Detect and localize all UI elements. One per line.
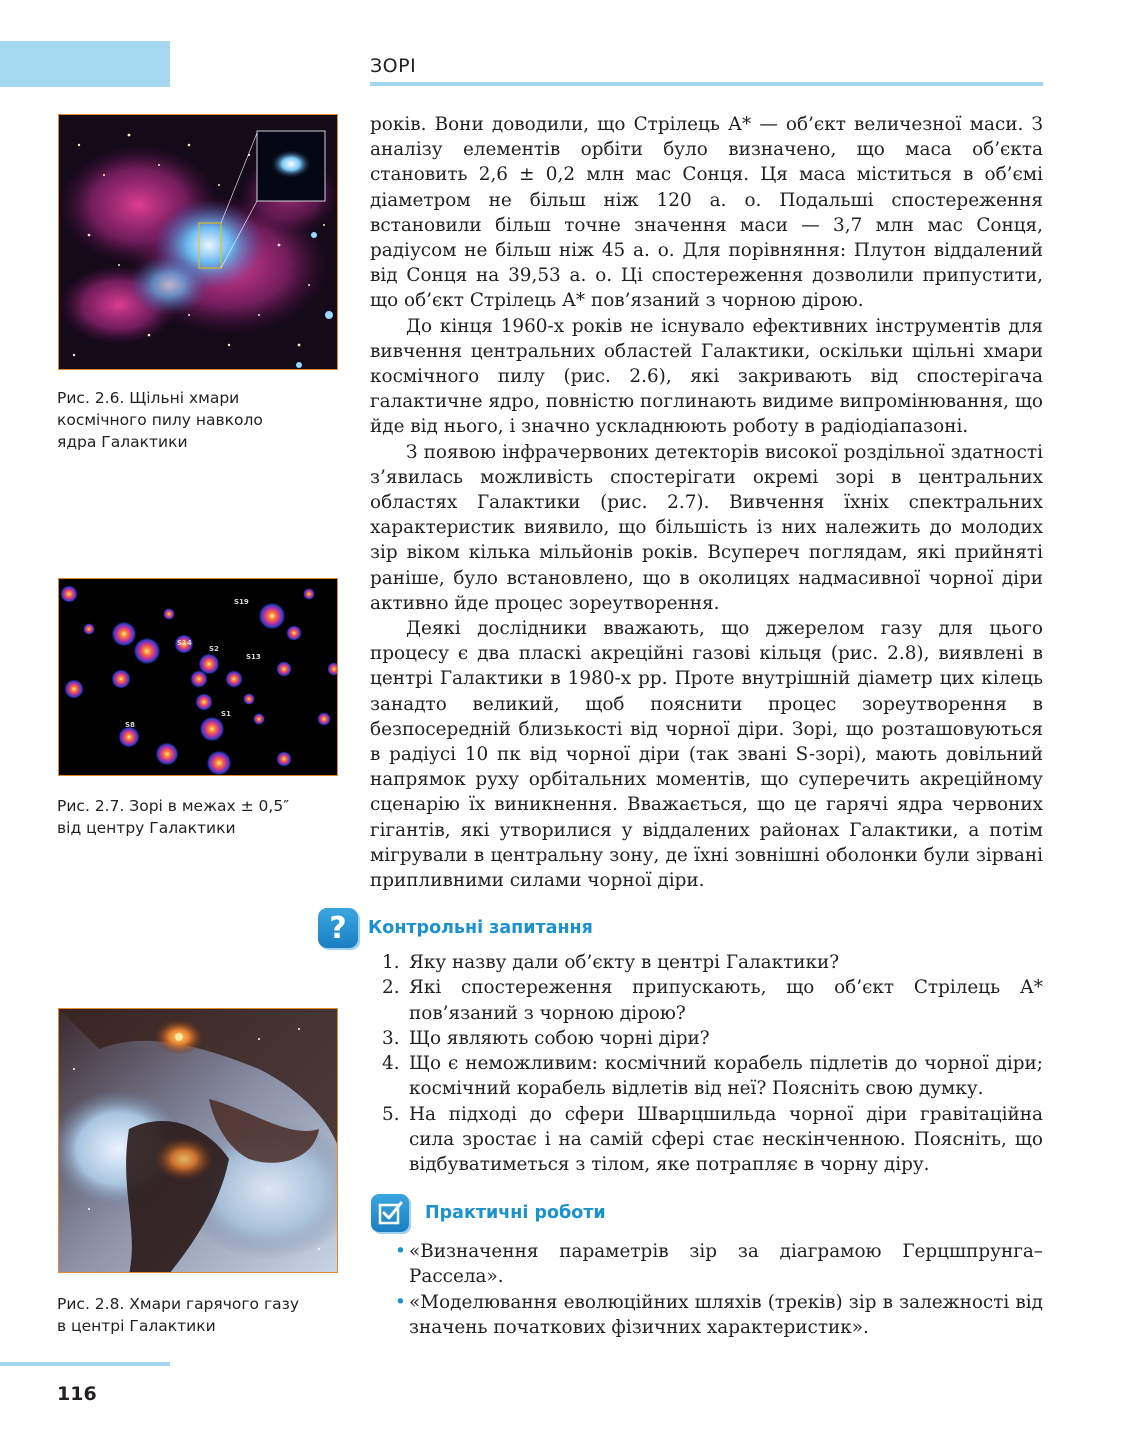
- galactic-dust-image: [59, 115, 338, 370]
- label-s13: S13: [246, 653, 261, 661]
- checkbox-icon: [371, 1194, 409, 1232]
- running-header-title: ЗОРІ: [370, 55, 417, 77]
- main-body-text: [370, 112, 1043, 893]
- list-item: [382, 1026, 1043, 1051]
- practical-works-heading: [371, 1194, 606, 1232]
- question-text: Що є неможливим: космічний корабель підлетів до чорної діри; космічний корабель відлетів від неї? Поясніть свою думку.: [409, 1053, 1043, 1100]
- s-stars-image: [59, 579, 338, 776]
- label-s8: S8: [125, 721, 135, 729]
- question-number: 3.: [382, 1027, 400, 1049]
- bullet-icon: •: [395, 1241, 406, 1262]
- figure-2-7-image: [58, 578, 338, 776]
- question-text: Які спостереження припускають, що об’єкт Стрілець А* пов’язаний з чорною дірою?: [409, 977, 1043, 1024]
- list-item: [395, 1290, 1043, 1341]
- figure-2-8-image: [58, 1008, 338, 1273]
- figure-2-8-caption: Рис. 2.8. Хмари гарячого газу в центрі Галактики: [57, 1295, 300, 1335]
- bullet-icon: •: [395, 1291, 406, 1313]
- practical-works-list: [395, 1239, 1043, 1340]
- control-questions-list: [382, 950, 1043, 1178]
- figure-2-6-caption: Рис. 2.6. Щільні хмари космічного пилу навколо ядра Галактики: [57, 389, 263, 451]
- question-text: Яку назву дали об’єкту в центрі Галактики?: [409, 952, 840, 973]
- list-item: [395, 1239, 1043, 1290]
- control-questions-heading: [318, 908, 593, 948]
- list-item: [382, 1102, 1043, 1178]
- question-number: 5.: [382, 1103, 400, 1125]
- label-s19: S19: [234, 598, 249, 606]
- practical-works-title: Практичні роботи: [425, 1203, 606, 1223]
- figure-2-7-caption: Рис. 2.7. Зорі в межах ± 0,5″ від центру Галактики: [57, 797, 290, 837]
- body-paragraph: років. Вони доводили, що Стрілець А* — об’єкт величезної маси. З аналізу елементів орбіти було визначено, що маса об’єкта становить 2,6 ± 0,2 млн мас Сонця. Ця маса міститься в об’ємі діаметром не більш ніж 120 а. о. Подальші спостереження встановили більш точне значення маси — 3,7 млн мас Сонця, радіусом не більш ніж 45 а. о. Для порівняння: Плутон віддалений від Сонця на 39,53 а. о. Ці спостереження дозволили припустити, що об’єкт Стрілець А* пов’язаний з чорною дірою.: [370, 114, 1043, 312]
- question-number: 2.: [382, 977, 400, 999]
- list-item: [382, 975, 1043, 1026]
- top-accent-bar: [0, 41, 170, 87]
- figure-2-6-image: [58, 114, 338, 370]
- practical-work-text: «Моделювання еволюційних шляхів (треків) зір в залежності від значень початкових фізичних характеристик».: [409, 1291, 1043, 1338]
- page-number: 116: [57, 1383, 97, 1405]
- question-text: Що являють собою чорні діри?: [409, 1027, 710, 1049]
- question-number: 4.: [382, 1053, 400, 1075]
- body-paragraph: Деякі дослідники вважають, що джерелом газу для цього процесу є два пласкі акреційні газові кільця (рис. 2.8), виявлені в центрі Галактики в 1980-х рр. Проте внутрішній діаметр цих кілець занадто великий, щоб пояснити процес зореутворення в безпосередній близькості від чорної діри. Зорі, що розташовуються в радіусі 10 пк від чорної діри (так звані S-зорі), мають довільний напрямок руху орбітальних моментів, що суперечить акреційному сценарію їх виникнення. Вважається, що це гарячі ядра червоних гігантів, які утворилися у віддалених районах Галактики, а потім мігрували в центральну зону, де їхні зовнішні оболонки були зірвані припливними силами чорної діри.: [370, 618, 1043, 892]
- question-number: 1.: [382, 952, 400, 973]
- body-paragraph: До кінця 1960-х років не існувало ефективних інструментів для вивчення центральних областей Галактики, оскільки щільні хмари космічного пилу (рис. 2.6), які закривають від спостерігача галактичне ядро, повністю поглинають видиме випромінювання, що йде від нього, і значно ускладнюють роботу в радіодіапазоні.: [370, 315, 1043, 438]
- question-mark-icon: ?: [318, 908, 358, 948]
- list-item: [382, 1051, 1043, 1102]
- control-questions-title: Контрольні запитання: [368, 918, 593, 938]
- body-paragraph: З появою інфрачервоних детекторів високої роздільної здатності з’явилась можливість спостерігати окремі зорі в центральних областях Галактики (рис. 2.7). Вивчення їхніх спектральних характеристик виявило, що більшість із них належить до молодих зір віком кілька мільйонів років. Всупереч поглядам, які прийняті раніше, було встановлено, що в околицях надмасивної чорної діри активно йде процес зореутворення.: [370, 441, 1043, 614]
- label-s14: S14: [177, 639, 192, 647]
- hot-gas-clouds-image: [59, 1009, 338, 1273]
- bottom-accent-bar: [0, 1362, 170, 1366]
- header-rule: [370, 82, 1043, 86]
- label-s2: S2: [209, 645, 219, 653]
- label-s1: S1: [221, 710, 231, 718]
- question-text: На підході до сфери Шварцшильда чорної діри гравітаційна сила зростає і на самій сфері стає нескінченною. Поясніть, що відбуватиметься з тілом, яке потрапляє в чорну діру.: [409, 1103, 1043, 1176]
- practical-work-text: «Визначення параметрів зір за діаграмою Герцшпрунга–Рассела».: [409, 1241, 1043, 1288]
- list-item: [382, 950, 1043, 975]
